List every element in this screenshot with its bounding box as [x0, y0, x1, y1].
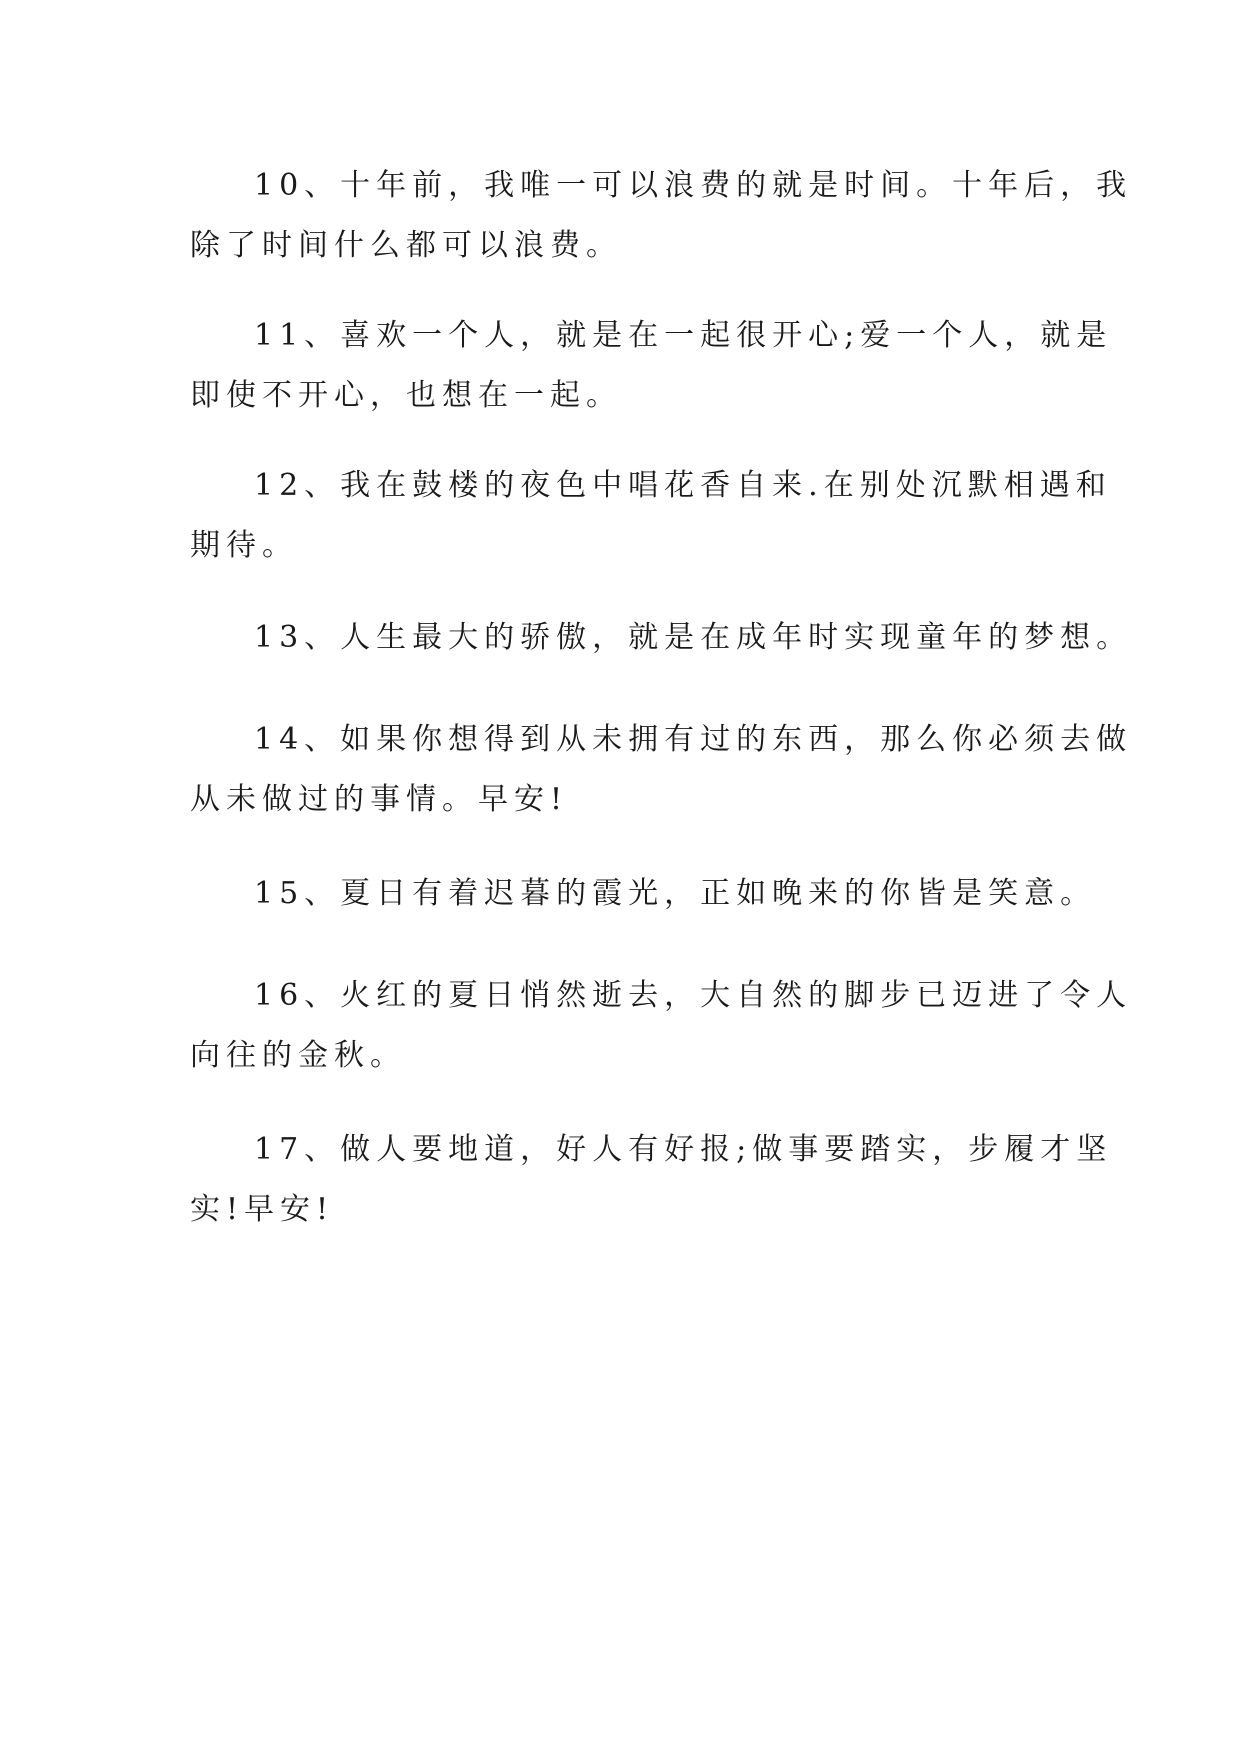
paragraph-12 [190, 456, 1112, 576]
paragraph-line: 除了时间什么都可以浪费。 [190, 228, 622, 263]
paragraph-13 [190, 608, 1133, 668]
paragraph-line: 实!早安! [190, 1192, 335, 1227]
paragraph-line: 17、做人要地道，好人有好报;做事要踏实，步履才坚 [254, 1132, 1113, 1167]
paragraph-line: 向往的金秋。 [190, 1038, 406, 1073]
paragraph-line: 11、喜欢一个人，就是在一起很开心;爱一个人，就是 [254, 318, 1113, 353]
paragraph-15 [190, 864, 1097, 924]
paragraph-11 [190, 306, 1113, 426]
paragraph-14 [190, 710, 1133, 830]
paragraph-line: 14、如果你想得到从未拥有过的东西，那么你必须去做 [254, 722, 1133, 757]
paragraph-line: 12、我在鼓楼的夜色中唱花香自来.在别处沉默相遇和 [254, 468, 1112, 503]
paragraph-line: 期待。 [190, 528, 298, 563]
paragraph-16 [190, 966, 1133, 1086]
paragraph-line: 15、夏日有着迟暮的霞光，正如晚来的你皆是笑意。 [254, 876, 1097, 911]
paragraph-line: 从未做过的事情。早安! [190, 782, 569, 817]
paragraph-line: 16、火红的夏日悄然逝去，大自然的脚步已迈进了令人 [254, 978, 1133, 1013]
paragraph-17 [190, 1120, 1113, 1240]
paragraph-line: 13、人生最大的骄傲，就是在成年时实现童年的梦想。 [254, 620, 1133, 655]
paragraph-10 [190, 156, 1133, 276]
paragraph-line: 即使不开心，也想在一起。 [190, 378, 622, 413]
paragraph-line: 10、十年前，我唯一可以浪费的就是时间。十年后，我 [254, 168, 1133, 203]
